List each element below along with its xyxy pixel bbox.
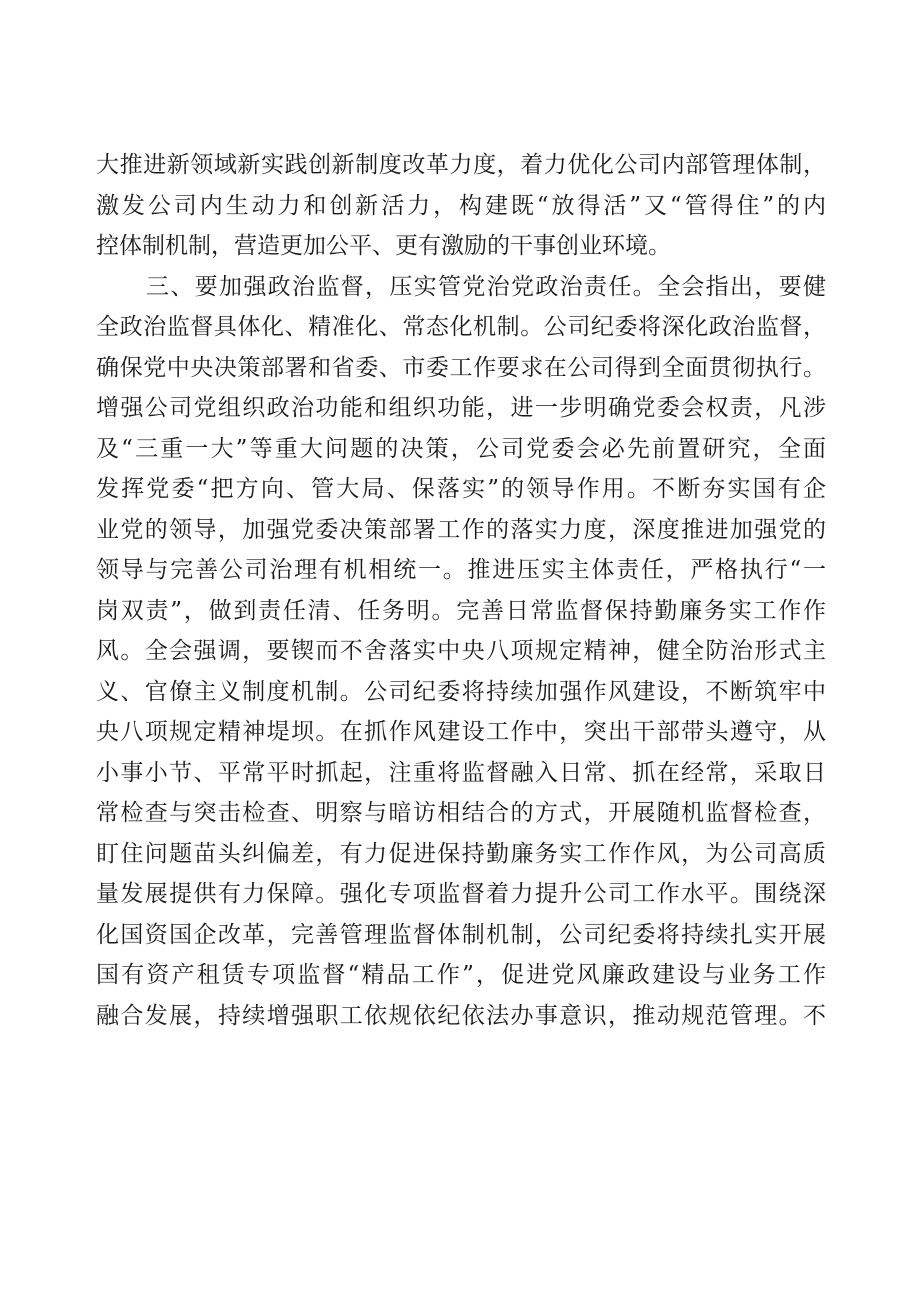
text-line: 全政治监督具体化、精准化、常态化机制。公司纪委将深化政治监督，: [96, 314, 826, 340]
text-line: 化国资国企改革，完善管理监督体制机制，公司纪委将持续扎实开展: [96, 921, 826, 948]
text-line: 发挥党委“把方向、管大局、保落实”的领导作用。不断夯实国有企: [96, 476, 826, 502]
text-line: 小事小节、平常平时抓起，注重将监督融入日常、抓在经常，采取日: [96, 759, 826, 786]
text-line: 激发公司内生动力和创新活力，构建既“放得活”又“管得住”的内: [96, 192, 826, 219]
paragraph-start-line: 三、要加强政治监督，压实管党治党政治责任。全会指出，要健: [146, 273, 826, 300]
text-line: 及“三重一大”等重大问题的决策，公司党委会必先前置研究，全面: [96, 435, 826, 462]
text-line: 岗双责”，做到责任清、任务明。完善日常监督保持勤廉务实工作作: [96, 597, 826, 624]
body-text: [96, 145, 826, 1036]
text-line: 确保党中央决策部署和省委、市委工作要求在公司得到全面贯彻执行。: [96, 354, 826, 381]
text-line: 大推进新领域新实践创新制度改革力度，着力优化公司内部管理体制，: [96, 152, 826, 178]
text-line: 融合发展，持续增强职工依规依纪依法办事意识，推动规范管理。不: [96, 1002, 826, 1029]
text-line: 风。全会强调，要锲而不舍落实中央八项规定精神，健全防治形式主: [96, 638, 826, 664]
text-line: 常检查与突击检查、明察与暗访相结合的方式，开展随机监督检查，: [96, 800, 826, 826]
text-line: 业党的领导，加强党委决策部署工作的落实力度，深度推进加强党的: [96, 516, 826, 543]
text-line: 义、官僚主义制度机制。公司纪委将持续加强作风建设，不断筑牢中: [96, 678, 826, 705]
text-line: 国有资产租赁专项监督“精品工作”，促进党风廉政建设与业务工作: [96, 962, 826, 988]
text-line: 控体制机制，营造更加公平、更有激励的干事创业环境。: [96, 233, 671, 259]
text-line: 央八项规定精神堤坝。在抓作风建设工作中，突出干部带头遵守，从: [96, 719, 826, 745]
text-line: 增强公司党组织政治功能和组织功能，进一步明确党委会权责，凡涉: [96, 395, 826, 421]
text-line: 盯住问题苗头纠偏差，有力促进保持勤廉务实工作作风，为公司高质: [96, 840, 826, 867]
text-line: 领导与完善公司治理有机相统一。推进压实主体责任，严格执行“一: [96, 557, 826, 583]
text-line: 量发展提供有力保障。强化专项监督着力提升公司工作水平。围绕深: [96, 881, 826, 907]
